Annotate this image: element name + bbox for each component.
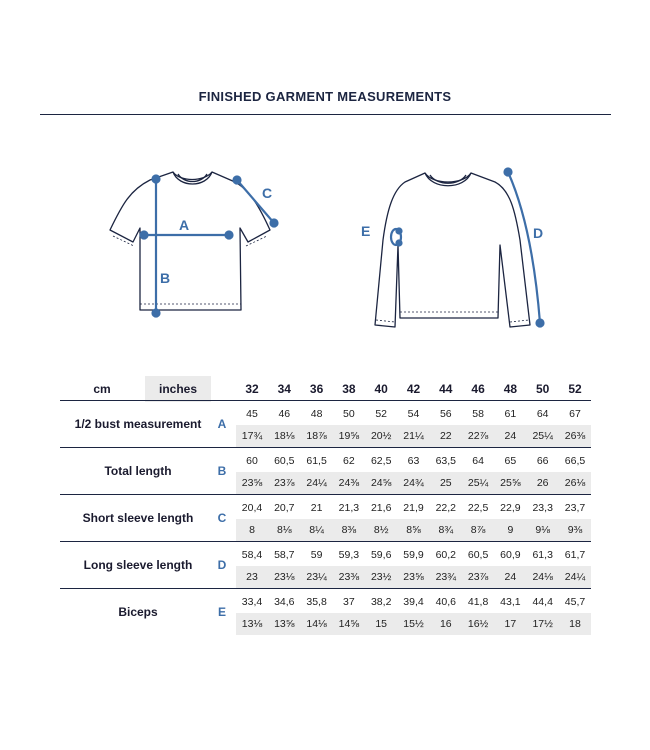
longsleeve-illustration — [355, 160, 555, 340]
tshirt-diagram — [100, 160, 290, 335]
inch-value-cell: 18⅛ — [274, 430, 295, 442]
inch-value-cell: 16½ — [467, 618, 489, 630]
tshirt-illustration — [100, 160, 290, 330]
label-a: A — [179, 217, 190, 233]
inch-value-cell: 9⅜ — [567, 524, 583, 536]
inch-value-cell: 24⅜ — [338, 477, 360, 489]
cm-value-cell: 21,9 — [403, 502, 424, 514]
unit-cm-header: cm — [93, 382, 111, 396]
inch-value-cell: 13⅛ — [241, 618, 263, 630]
inch-value-cell: 18 — [569, 618, 581, 630]
row-label: Biceps — [118, 605, 158, 619]
cm-value-cell: 61,7 — [564, 549, 586, 561]
label-c: C — [262, 185, 273, 201]
inch-value-cell: 8¾ — [438, 524, 454, 536]
size-header: 32 — [245, 382, 259, 396]
row-letter: C — [217, 511, 227, 525]
cm-value-cell: 63 — [407, 455, 420, 467]
cm-value-cell: 56 — [439, 408, 452, 420]
cm-value-cell: 60,5 — [274, 455, 295, 467]
cm-value-cell: 21,3 — [338, 502, 360, 514]
cm-value-cell: 23,3 — [532, 502, 553, 514]
row-label: Total length — [104, 464, 172, 478]
page-title: FINISHED GARMENT MEASUREMENTS — [198, 89, 452, 104]
cm-value-cell: 58 — [472, 408, 484, 420]
inch-value-cell: 15 — [375, 618, 388, 630]
inch-value-cell: 23⅝ — [241, 477, 263, 489]
cm-value-cell: 61,3 — [532, 549, 553, 561]
cm-value-cell: 38,2 — [370, 596, 392, 608]
inch-value-cell: 9⅛ — [535, 524, 550, 536]
cm-value-cell: 34,6 — [274, 596, 295, 608]
size-header: 44 — [439, 382, 453, 396]
inch-value-cell: 25¼ — [532, 430, 553, 442]
cm-value-cell: 64 — [472, 455, 484, 467]
inch-value-cell: 24¼ — [564, 571, 586, 583]
cm-value-cell: 58,7 — [274, 549, 295, 561]
table-row — [60, 400, 591, 448]
cm-value-cell: 60,2 — [435, 549, 457, 561]
cm-values-band — [236, 450, 591, 472]
inch-value-cell: 17½ — [532, 618, 553, 630]
cm-value-cell: 20,7 — [274, 502, 295, 514]
cm-value-cell: 21,6 — [370, 502, 392, 514]
inch-value-cell: 17 — [504, 618, 517, 630]
row-label: 1/2 bust measurement — [74, 417, 202, 431]
inch-value-cell: 16 — [439, 618, 452, 630]
unit-inches-header: inches — [145, 376, 211, 402]
inches-values-band — [236, 613, 591, 635]
cm-value-cell: 66,5 — [564, 455, 586, 467]
row-letter: D — [217, 558, 227, 572]
label-d: D — [533, 225, 544, 241]
inch-value-cell: 8¼ — [309, 524, 324, 536]
cm-value-cell: 46 — [278, 408, 291, 420]
size-header: 38 — [342, 382, 356, 396]
table-row — [60, 541, 591, 589]
inch-value-cell: 23¼ — [306, 571, 327, 583]
inch-value-cell: 23 — [246, 571, 258, 583]
cm-value-cell: 62,5 — [370, 455, 392, 467]
cm-value-cell: 59,6 — [370, 549, 392, 561]
row-label: Short sleeve length — [82, 511, 194, 525]
size-header: 42 — [406, 382, 421, 396]
inch-value-cell: 21¼ — [403, 430, 424, 442]
inch-value-cell: 24¼ — [306, 477, 327, 489]
inch-value-cell: 22⅞ — [467, 430, 489, 442]
cm-value-cell: 65 — [504, 455, 517, 467]
inch-value-cell: 24¾ — [403, 477, 424, 489]
cm-value-cell: 33,4 — [241, 596, 263, 608]
table-row — [60, 588, 591, 636]
cm-value-cell: 61,5 — [306, 455, 327, 467]
inch-value-cell: 8⅝ — [406, 524, 421, 536]
inch-value-cell: 26⅛ — [564, 477, 586, 489]
cm-value-cell: 20,4 — [241, 502, 263, 514]
cm-value-cell: 60,5 — [467, 549, 489, 561]
inch-value-cell: 14⅛ — [306, 618, 327, 630]
cm-value-cell: 45,7 — [564, 596, 586, 608]
size-header: 36 — [309, 382, 324, 396]
size-header: 40 — [374, 382, 388, 396]
cm-value-cell: 67 — [569, 408, 581, 420]
inch-value-cell: 18⅞ — [306, 430, 327, 442]
cm-value-cell: 60,9 — [500, 549, 521, 561]
cm-values-band — [236, 591, 591, 613]
inches-values-band — [236, 519, 591, 541]
inch-value-cell: 23⅞ — [274, 477, 295, 489]
row-letter: B — [217, 464, 227, 478]
inches-values-band — [236, 566, 591, 588]
inch-value-cell: 23⅝ — [403, 571, 424, 583]
inch-value-cell: 17¾ — [241, 430, 263, 442]
size-header: 48 — [503, 382, 518, 396]
inch-value-cell: 24⅛ — [532, 571, 553, 583]
inch-value-cell: 23⅛ — [274, 571, 295, 583]
inch-value-cell: 23½ — [370, 571, 392, 583]
cm-value-cell: 48 — [310, 408, 323, 420]
inch-value-cell: 8 — [249, 524, 255, 536]
inch-value-cell: 8⅛ — [276, 524, 292, 536]
cm-values-band — [236, 403, 591, 425]
inch-value-cell: 13⅝ — [274, 618, 295, 630]
cm-value-cell: 22,2 — [435, 502, 457, 514]
cm-value-cell: 41,8 — [467, 596, 489, 608]
inch-value-cell: 9 — [507, 524, 514, 536]
size-header: 34 — [277, 382, 291, 396]
inch-value-cell: 25¼ — [467, 477, 489, 489]
cm-value-cell: 52 — [375, 408, 388, 420]
cm-values-band — [236, 497, 591, 519]
inch-value-cell: 23⅜ — [338, 571, 360, 583]
cm-value-cell: 61 — [504, 408, 517, 420]
cm-value-cell: 59 — [310, 549, 323, 561]
cm-value-cell: 60 — [246, 455, 258, 467]
cm-value-cell: 44,4 — [532, 596, 553, 608]
inch-value-cell: 25⅝ — [500, 477, 521, 489]
size-header: 46 — [471, 382, 485, 396]
cm-value-cell: 59,9 — [403, 549, 424, 561]
size-header: 52 — [568, 382, 582, 396]
inch-value-cell: 22 — [439, 430, 452, 442]
inch-value-cell: 24 — [504, 571, 517, 583]
inch-value-cell: 20½ — [370, 430, 392, 442]
cm-value-cell: 21 — [310, 502, 323, 514]
inch-value-cell: 24 — [504, 430, 517, 442]
row-letter: A — [217, 417, 227, 431]
cm-value-cell: 22,9 — [500, 502, 521, 514]
inch-value-cell: 14⅝ — [338, 618, 360, 630]
cm-value-cell: 66 — [536, 455, 549, 467]
inches-values-band — [236, 472, 591, 494]
cm-value-cell: 23,7 — [564, 502, 586, 514]
longsleeve-diagram — [355, 160, 555, 345]
cm-value-cell: 40,6 — [435, 596, 457, 608]
inch-value-cell: 24⅝ — [370, 477, 392, 489]
inch-value-cell: 8½ — [373, 524, 389, 536]
inch-value-cell: 23⅞ — [467, 571, 489, 583]
inch-value-cell: 23¾ — [435, 571, 457, 583]
inch-value-cell: 26⅜ — [564, 430, 586, 442]
inch-value-cell: 8⅞ — [470, 524, 486, 536]
inch-value-cell: 8⅜ — [341, 524, 357, 536]
label-e: E — [361, 223, 371, 239]
cm-values-band — [236, 544, 591, 566]
table-row — [60, 447, 591, 495]
row-label: Long sleeve length — [83, 558, 193, 572]
cm-value-cell: 54 — [407, 408, 420, 420]
label-b: B — [160, 270, 171, 286]
cm-value-cell: 35,8 — [306, 596, 327, 608]
row-letter: E — [217, 605, 226, 619]
cm-value-cell: 58,4 — [241, 549, 263, 561]
inch-value-cell: 19⅝ — [338, 430, 360, 442]
table-row — [60, 494, 591, 542]
inch-value-cell: 15½ — [403, 618, 424, 630]
cm-value-cell: 43,1 — [500, 596, 521, 608]
inch-value-cell: 25 — [439, 477, 452, 489]
cm-value-cell: 59,3 — [338, 549, 360, 561]
title-divider — [40, 114, 611, 115]
cm-value-cell: 37 — [343, 596, 355, 608]
size-header: 50 — [536, 382, 550, 396]
cm-value-cell: 62 — [343, 455, 355, 467]
cm-value-cell: 22,5 — [467, 502, 489, 514]
cm-value-cell: 39,4 — [403, 596, 424, 608]
inches-values-band — [236, 425, 591, 447]
cm-value-cell: 63,5 — [435, 455, 457, 467]
cm-value-cell: 64 — [536, 408, 549, 420]
cm-value-cell: 45 — [246, 408, 258, 420]
inch-value-cell: 26 — [536, 477, 549, 489]
cm-value-cell: 50 — [343, 408, 355, 420]
